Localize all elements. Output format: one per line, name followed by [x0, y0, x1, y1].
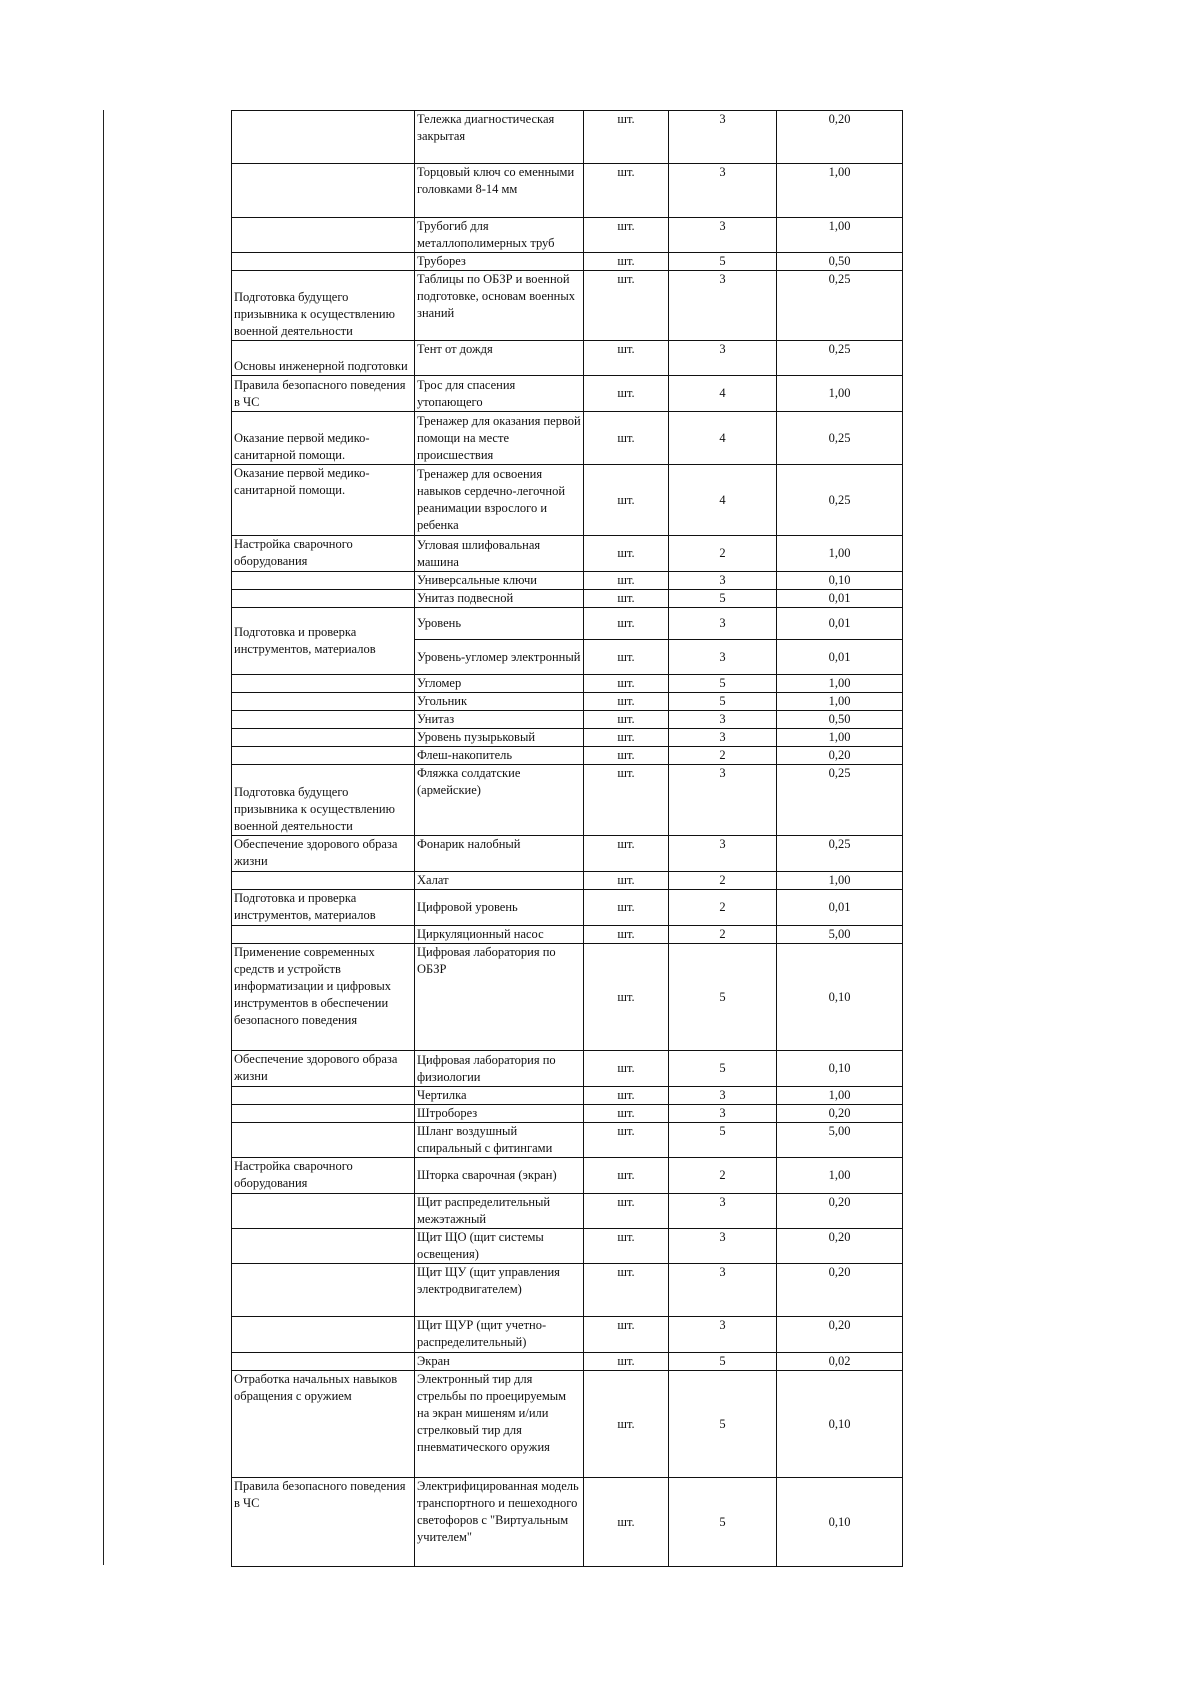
- unit-cell: шт.: [584, 536, 669, 572]
- table-row: [232, 608, 903, 640]
- table-row: [232, 872, 903, 890]
- quantity-cell: 3: [669, 1317, 777, 1353]
- table-row: [232, 111, 903, 164]
- topic-cell: Подготовка будущего призывника к осуществлению военной деятельности: [232, 271, 415, 341]
- unit-cell: шт.: [584, 765, 669, 836]
- page-margin-line: [103, 110, 104, 1565]
- rate-cell: 1,00: [777, 218, 903, 253]
- quantity-cell: 5: [669, 1478, 777, 1567]
- quantity-cell: 3: [669, 729, 777, 747]
- table-row: [232, 376, 903, 412]
- table-row: [232, 1229, 903, 1264]
- item-name-cell: Угловая шлифовальная машина: [415, 536, 584, 572]
- item-name-cell: Экран: [415, 1353, 584, 1371]
- unit-cell: шт.: [584, 890, 669, 926]
- rate-cell: 0,10: [777, 1478, 903, 1567]
- quantity-cell: 2: [669, 536, 777, 572]
- table-row: [232, 1317, 903, 1353]
- unit-cell: шт.: [584, 729, 669, 747]
- topic-cell: Настройка сварочного оборудования: [232, 1158, 415, 1194]
- quantity-cell: 3: [669, 111, 777, 164]
- topic-cell: [232, 872, 415, 890]
- unit-cell: шт.: [584, 872, 669, 890]
- topic-cell: [232, 111, 415, 164]
- unit-cell: шт.: [584, 412, 669, 465]
- unit-cell: шт.: [584, 1123, 669, 1158]
- rate-cell: 0,01: [777, 608, 903, 640]
- unit-cell: шт.: [584, 1317, 669, 1353]
- item-name-cell: Шторка сварочная (экран): [415, 1158, 584, 1194]
- table-row: [232, 836, 903, 872]
- item-name-cell: Халат: [415, 872, 584, 890]
- rate-cell: 0,25: [777, 765, 903, 836]
- topic-cell: [232, 675, 415, 693]
- rate-cell: 1,00: [777, 164, 903, 218]
- rate-cell: 0,01: [777, 590, 903, 608]
- rate-cell: 0,50: [777, 253, 903, 271]
- unit-cell: шт.: [584, 1158, 669, 1194]
- unit-cell: шт.: [584, 590, 669, 608]
- unit-cell: шт.: [584, 1229, 669, 1264]
- table-row: [232, 890, 903, 926]
- rate-cell: 0,10: [777, 944, 903, 1051]
- quantity-cell: 5: [669, 1371, 777, 1478]
- rate-cell: 0,20: [777, 111, 903, 164]
- quantity-cell: 2: [669, 890, 777, 926]
- table-row: [232, 944, 903, 1051]
- rate-cell: 1,00: [777, 872, 903, 890]
- unit-cell: шт.: [584, 608, 669, 640]
- topic-cell: [232, 572, 415, 590]
- quantity-cell: 2: [669, 926, 777, 944]
- table-row: [232, 1105, 903, 1123]
- quantity-cell: 3: [669, 765, 777, 836]
- topic-cell: Оказание первой медико-санитарной помощи.: [232, 412, 415, 465]
- topic-cell: Настройка сварочного оборудования: [232, 536, 415, 572]
- quantity-cell: 3: [669, 1105, 777, 1123]
- topic-cell: [232, 218, 415, 253]
- item-name-cell: Цифровой уровень: [415, 890, 584, 926]
- item-name-cell: Фляжка солдатские (армейские): [415, 765, 584, 836]
- item-name-cell: Торцовый ключ со еменными головками 8-14 мм: [415, 164, 584, 218]
- topic-cell: [232, 693, 415, 711]
- item-name-cell: Универсальные ключи: [415, 572, 584, 590]
- rate-cell: 0,02: [777, 1353, 903, 1371]
- topic-cell: Правила безопасного поведения в ЧС: [232, 1478, 415, 1567]
- item-name-cell: Электрифицированная модель транспортного и пешеходного светофоров с "Виртуальным учителем": [415, 1478, 584, 1567]
- item-name-cell: Трубогиб для металлополимерных труб: [415, 218, 584, 253]
- quantity-cell: 3: [669, 572, 777, 590]
- topic-cell: [232, 1229, 415, 1264]
- rate-cell: 1,00: [777, 376, 903, 412]
- quantity-cell: 3: [669, 836, 777, 872]
- rate-cell: 0,25: [777, 271, 903, 341]
- rate-cell: 0,20: [777, 1194, 903, 1229]
- quantity-cell: 3: [669, 1087, 777, 1105]
- table-row: [232, 1353, 903, 1371]
- rate-cell: 0,20: [777, 1229, 903, 1264]
- item-name-cell: Унитаз подвесной: [415, 590, 584, 608]
- unit-cell: шт.: [584, 376, 669, 412]
- quantity-cell: 4: [669, 465, 777, 536]
- unit-cell: шт.: [584, 1105, 669, 1123]
- item-name-cell: Шланг воздушный спиральный с фитингами: [415, 1123, 584, 1158]
- item-name-cell: Щит ЩУ (щит управления электродвигателем): [415, 1264, 584, 1317]
- rate-cell: 0,50: [777, 711, 903, 729]
- topic-cell: Правила безопасного поведения в ЧС: [232, 376, 415, 412]
- item-name-cell: Штроборез: [415, 1105, 584, 1123]
- item-name-cell: Флеш-накопитель: [415, 747, 584, 765]
- table-row: [232, 1087, 903, 1105]
- equipment-table-body: [232, 111, 903, 1567]
- unit-cell: шт.: [584, 926, 669, 944]
- rate-cell: 1,00: [777, 693, 903, 711]
- table-row: [232, 1371, 903, 1478]
- topic-cell: Оказание первой медико-санитарной помощи.: [232, 465, 415, 536]
- rate-cell: 0,10: [777, 1371, 903, 1478]
- item-name-cell: Электронный тир для стрельбы по проецируемым на экран мишеням и/или стрелковый тир для пневматического оружия: [415, 1371, 584, 1478]
- rate-cell: 0,01: [777, 890, 903, 926]
- quantity-cell: 5: [669, 1123, 777, 1158]
- quantity-cell: 3: [669, 640, 777, 675]
- item-name-cell: Уровень-угломер электронный: [415, 640, 584, 675]
- unit-cell: шт.: [584, 465, 669, 536]
- item-name-cell: Угольник: [415, 693, 584, 711]
- unit-cell: шт.: [584, 693, 669, 711]
- rate-cell: 0,25: [777, 412, 903, 465]
- unit-cell: шт.: [584, 1353, 669, 1371]
- quantity-cell: 5: [669, 675, 777, 693]
- rate-cell: 0,10: [777, 572, 903, 590]
- table-row: [232, 341, 903, 376]
- rate-cell: 1,00: [777, 729, 903, 747]
- topic-cell: [232, 590, 415, 608]
- unit-cell: шт.: [584, 675, 669, 693]
- table-row: [232, 765, 903, 836]
- quantity-cell: 3: [669, 271, 777, 341]
- unit-cell: шт.: [584, 944, 669, 1051]
- quantity-cell: 5: [669, 590, 777, 608]
- table-row: [232, 729, 903, 747]
- topic-cell: Подготовка и проверка инструментов, материалов: [232, 890, 415, 926]
- table-row: [232, 747, 903, 765]
- rate-cell: 0,20: [777, 747, 903, 765]
- topic-cell: [232, 1194, 415, 1229]
- rate-cell: 1,00: [777, 536, 903, 572]
- topic-cell: Обеспечение здорового образа жизни: [232, 836, 415, 872]
- topic-cell: [232, 729, 415, 747]
- table-row: [232, 1051, 903, 1087]
- rate-cell: 0,01: [777, 640, 903, 675]
- table-row: [232, 218, 903, 253]
- unit-cell: шт.: [584, 836, 669, 872]
- rate-cell: 5,00: [777, 926, 903, 944]
- unit-cell: шт.: [584, 271, 669, 341]
- quantity-cell: 5: [669, 1051, 777, 1087]
- unit-cell: шт.: [584, 111, 669, 164]
- unit-cell: шт.: [584, 1051, 669, 1087]
- quantity-cell: 4: [669, 376, 777, 412]
- table-row: [232, 590, 903, 608]
- table-row: [232, 1478, 903, 1567]
- unit-cell: шт.: [584, 640, 669, 675]
- table-row: [232, 412, 903, 465]
- unit-cell: шт.: [584, 711, 669, 729]
- table-row: [232, 693, 903, 711]
- table-row: [232, 1264, 903, 1317]
- item-name-cell: Трос для спасения утопающего: [415, 376, 584, 412]
- quantity-cell: 2: [669, 872, 777, 890]
- quantity-cell: 2: [669, 747, 777, 765]
- table-row: [232, 253, 903, 271]
- item-name-cell: Тренажер для освоения навыков сердечно-легочной реанимации взрослого и ребенка: [415, 465, 584, 536]
- table-row: [232, 926, 903, 944]
- rate-cell: 0,20: [777, 1317, 903, 1353]
- item-name-cell: Фонарик налобный: [415, 836, 584, 872]
- quantity-cell: 3: [669, 608, 777, 640]
- table-row: [232, 1194, 903, 1229]
- topic-cell: [232, 253, 415, 271]
- topic-cell: [232, 926, 415, 944]
- unit-cell: шт.: [584, 572, 669, 590]
- topic-cell: [232, 711, 415, 729]
- item-name-cell: Щит распределительный межэтажный: [415, 1194, 584, 1229]
- rate-cell: 1,00: [777, 1087, 903, 1105]
- unit-cell: шт.: [584, 253, 669, 271]
- item-name-cell: Чертилка: [415, 1087, 584, 1105]
- topic-cell: [232, 1087, 415, 1105]
- item-name-cell: Тренажер для оказания первой помощи на месте происшествия: [415, 412, 584, 465]
- item-name-cell: Тележка диагностическая закрытая: [415, 111, 584, 164]
- topic-cell: Подготовка будущего призывника к осуществлению военной деятельности: [232, 765, 415, 836]
- item-name-cell: Таблицы по ОБЗР и военной подготовке, основам военных знаний: [415, 271, 584, 341]
- unit-cell: шт.: [584, 1087, 669, 1105]
- topic-cell: [232, 1353, 415, 1371]
- quantity-cell: 3: [669, 1194, 777, 1229]
- rate-cell: 0,25: [777, 341, 903, 376]
- item-name-cell: Уровень: [415, 608, 584, 640]
- table-row: [232, 1158, 903, 1194]
- quantity-cell: 5: [669, 253, 777, 271]
- unit-cell: шт.: [584, 164, 669, 218]
- table-row: [232, 164, 903, 218]
- table-row: [232, 271, 903, 341]
- topic-cell: Отработка начальных навыков обращения с оружием: [232, 1371, 415, 1478]
- equipment-table: [231, 110, 903, 1567]
- topic-cell: [232, 1317, 415, 1353]
- topic-cell: Применение современных средств и устройств информатизации и цифровых инструментов в обеспечении безопасного поведения: [232, 944, 415, 1051]
- table-row: [232, 711, 903, 729]
- quantity-cell: 3: [669, 164, 777, 218]
- item-name-cell: Унитаз: [415, 711, 584, 729]
- unit-cell: шт.: [584, 218, 669, 253]
- unit-cell: шт.: [584, 1264, 669, 1317]
- quantity-cell: 4: [669, 412, 777, 465]
- unit-cell: шт.: [584, 1478, 669, 1567]
- rate-cell: 1,00: [777, 1158, 903, 1194]
- rate-cell: 0,25: [777, 465, 903, 536]
- topic-cell: [232, 1105, 415, 1123]
- topic-cell: [232, 1264, 415, 1317]
- item-name-cell: Уровень пузырьковый: [415, 729, 584, 747]
- item-name-cell: Цифровая лаборатория по ОБЗР: [415, 944, 584, 1051]
- item-name-cell: Циркуляционный насос: [415, 926, 584, 944]
- topic-cell: Основы инженерной подготовки: [232, 341, 415, 376]
- table-row: [232, 675, 903, 693]
- rate-cell: 0,10: [777, 1051, 903, 1087]
- quantity-cell: 5: [669, 693, 777, 711]
- rate-cell: 0,25: [777, 836, 903, 872]
- item-name-cell: Тент от дождя: [415, 341, 584, 376]
- unit-cell: шт.: [584, 1194, 669, 1229]
- rate-cell: 0,20: [777, 1105, 903, 1123]
- rate-cell: 1,00: [777, 675, 903, 693]
- quantity-cell: 2: [669, 1158, 777, 1194]
- quantity-cell: 3: [669, 711, 777, 729]
- table-row: [232, 465, 903, 536]
- quantity-cell: 3: [669, 1264, 777, 1317]
- rate-cell: 5,00: [777, 1123, 903, 1158]
- topic-cell: Подготовка и проверка инструментов, материалов: [232, 608, 415, 675]
- topic-cell: Обеспечение здорового образа жизни: [232, 1051, 415, 1087]
- item-name-cell: Цифровая лаборатория по физиологии: [415, 1051, 584, 1087]
- table-row: [232, 536, 903, 572]
- unit-cell: шт.: [584, 341, 669, 376]
- quantity-cell: 3: [669, 218, 777, 253]
- topic-cell: [232, 747, 415, 765]
- topic-cell: [232, 1123, 415, 1158]
- rate-cell: 0,20: [777, 1264, 903, 1317]
- unit-cell: шт.: [584, 747, 669, 765]
- item-name-cell: Угломер: [415, 675, 584, 693]
- item-name-cell: Щит ЩУР (щит учетно-распределительный): [415, 1317, 584, 1353]
- quantity-cell: 5: [669, 944, 777, 1051]
- unit-cell: шт.: [584, 1371, 669, 1478]
- table-row: [232, 1123, 903, 1158]
- item-name-cell: Щит ЩО (щит системы освещения): [415, 1229, 584, 1264]
- item-name-cell: Труборез: [415, 253, 584, 271]
- quantity-cell: 5: [669, 1353, 777, 1371]
- topic-cell: [232, 164, 415, 218]
- table-row: [232, 572, 903, 590]
- quantity-cell: 3: [669, 341, 777, 376]
- quantity-cell: 3: [669, 1229, 777, 1264]
